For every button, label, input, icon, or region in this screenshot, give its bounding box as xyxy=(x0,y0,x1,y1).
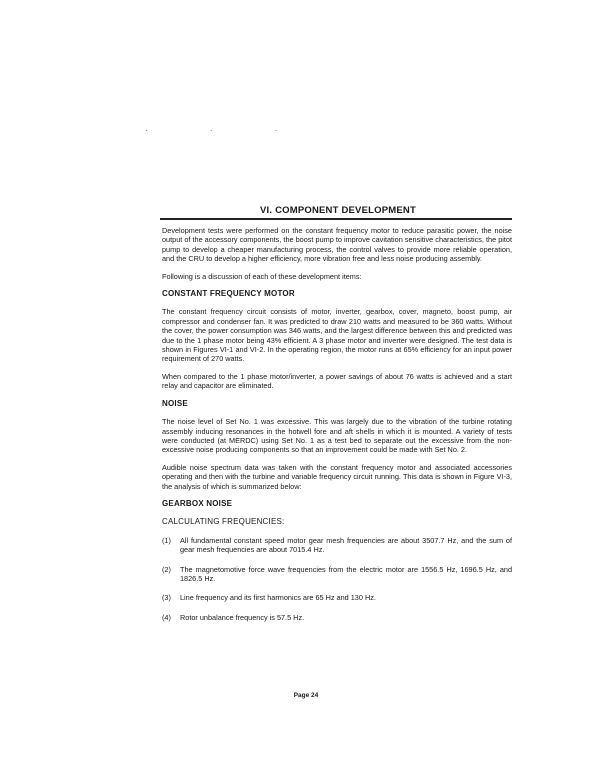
noise-paragraph-1: The noise level of Set No. 1 was excessive. This was largely due to the vibration of the turbine rotating assembly inducing resonances in the hotwell fore and aft shells in which it is mounted. A variety of tests were conducted (at MERDC) using Set No. 1 as a test bed to separate out the excessive from the non-excessive noise producing components so that an improvement could be made with Set No. 2. xyxy=(162,417,512,455)
heading-constant-frequency-motor: CONSTANT FREQUENCY MOTOR xyxy=(162,289,295,299)
cf-motor-paragraph-1: The constant frequency circuit consists of motor, inverter, gearbox, cover, magneto, boost pump, air compressor and condenser fan. It was predicted to draw 210 watts and measured to be 360 watts. Without the cover, the power consumption was 346 watts, and the largest difference between this and predicted was due to the 1 phase motor being 43% efficient. A 3 phase motor and inverter were designed. The test data is shown in Figures VI-1 and VI-2. In the operating region, the motor runs at 65% efficiency for an input power requirement of 270 watts. xyxy=(162,307,512,364)
list-item-number: (2) xyxy=(162,564,171,574)
cf-motor-paragraph-2: When compared to the 1 phase motor/inverter, a power savings of about 76 watts is achieved and a start relay and capacitor are eliminated. xyxy=(162,371,512,391)
document-body xyxy=(162,226,512,632)
list-item-number: (3) xyxy=(162,593,171,603)
list-item-text: Line frequency and its first harmonics are 65 Hz and 130 Hz. xyxy=(180,593,376,603)
following-paragraph: Following is a discussion of each of these development items: xyxy=(162,271,362,281)
list-item xyxy=(162,536,512,555)
title-rule xyxy=(160,218,512,220)
heading-calculating-frequencies: CALCULATING FREQUENCIES: xyxy=(162,517,285,527)
scan-specks: · · · xyxy=(145,126,308,135)
section-title: VI. COMPONENT DEVELOPMENT xyxy=(260,205,416,216)
intro-paragraph: Development tests were performed on the constant frequency motor to reduce parasitic power, the noise output of the accessory components, the boost pump to improve cavitation sensitive characteristics, the pitot pump to develop a cheaper manufacturing process, the control valves to provide more reliable operation, and the CRU to develop a higher efficiency, more vibration free and less noise producing assembly. xyxy=(162,226,512,264)
list-item xyxy=(162,593,512,602)
list-item-number: (4) xyxy=(162,612,171,622)
list-item xyxy=(162,613,512,622)
list-item-text: All fundamental constant speed motor gear mesh frequencies are about 3507.7 Hz, and the sum of gear mesh frequencies are about 7015.4 Hz. xyxy=(180,535,512,555)
heading-gearbox-noise: GEARBOX NOISE xyxy=(162,498,233,508)
frequency-list xyxy=(162,536,512,622)
noise-paragraph-2: Audible noise spectrum data was taken with the constant frequency motor and associated accessories operating and then with the turbine and variable frequency circuit running. This data is shown in Figure VI-3, the analysis of which is summarized below: xyxy=(162,462,512,491)
list-item-text: The magnetomotive force wave frequencies from the electric motor are 1556.5 Hz, 1696.5 Hz, and 1826.5 Hz. xyxy=(180,564,512,583)
list-item-text: Rotor unbalance frequency is 57.5 Hz. xyxy=(180,612,305,622)
heading-noise: NOISE xyxy=(162,398,188,408)
list-item-number: (1) xyxy=(162,535,171,545)
page-number: Page 24 xyxy=(293,692,319,699)
list-item xyxy=(162,565,512,584)
